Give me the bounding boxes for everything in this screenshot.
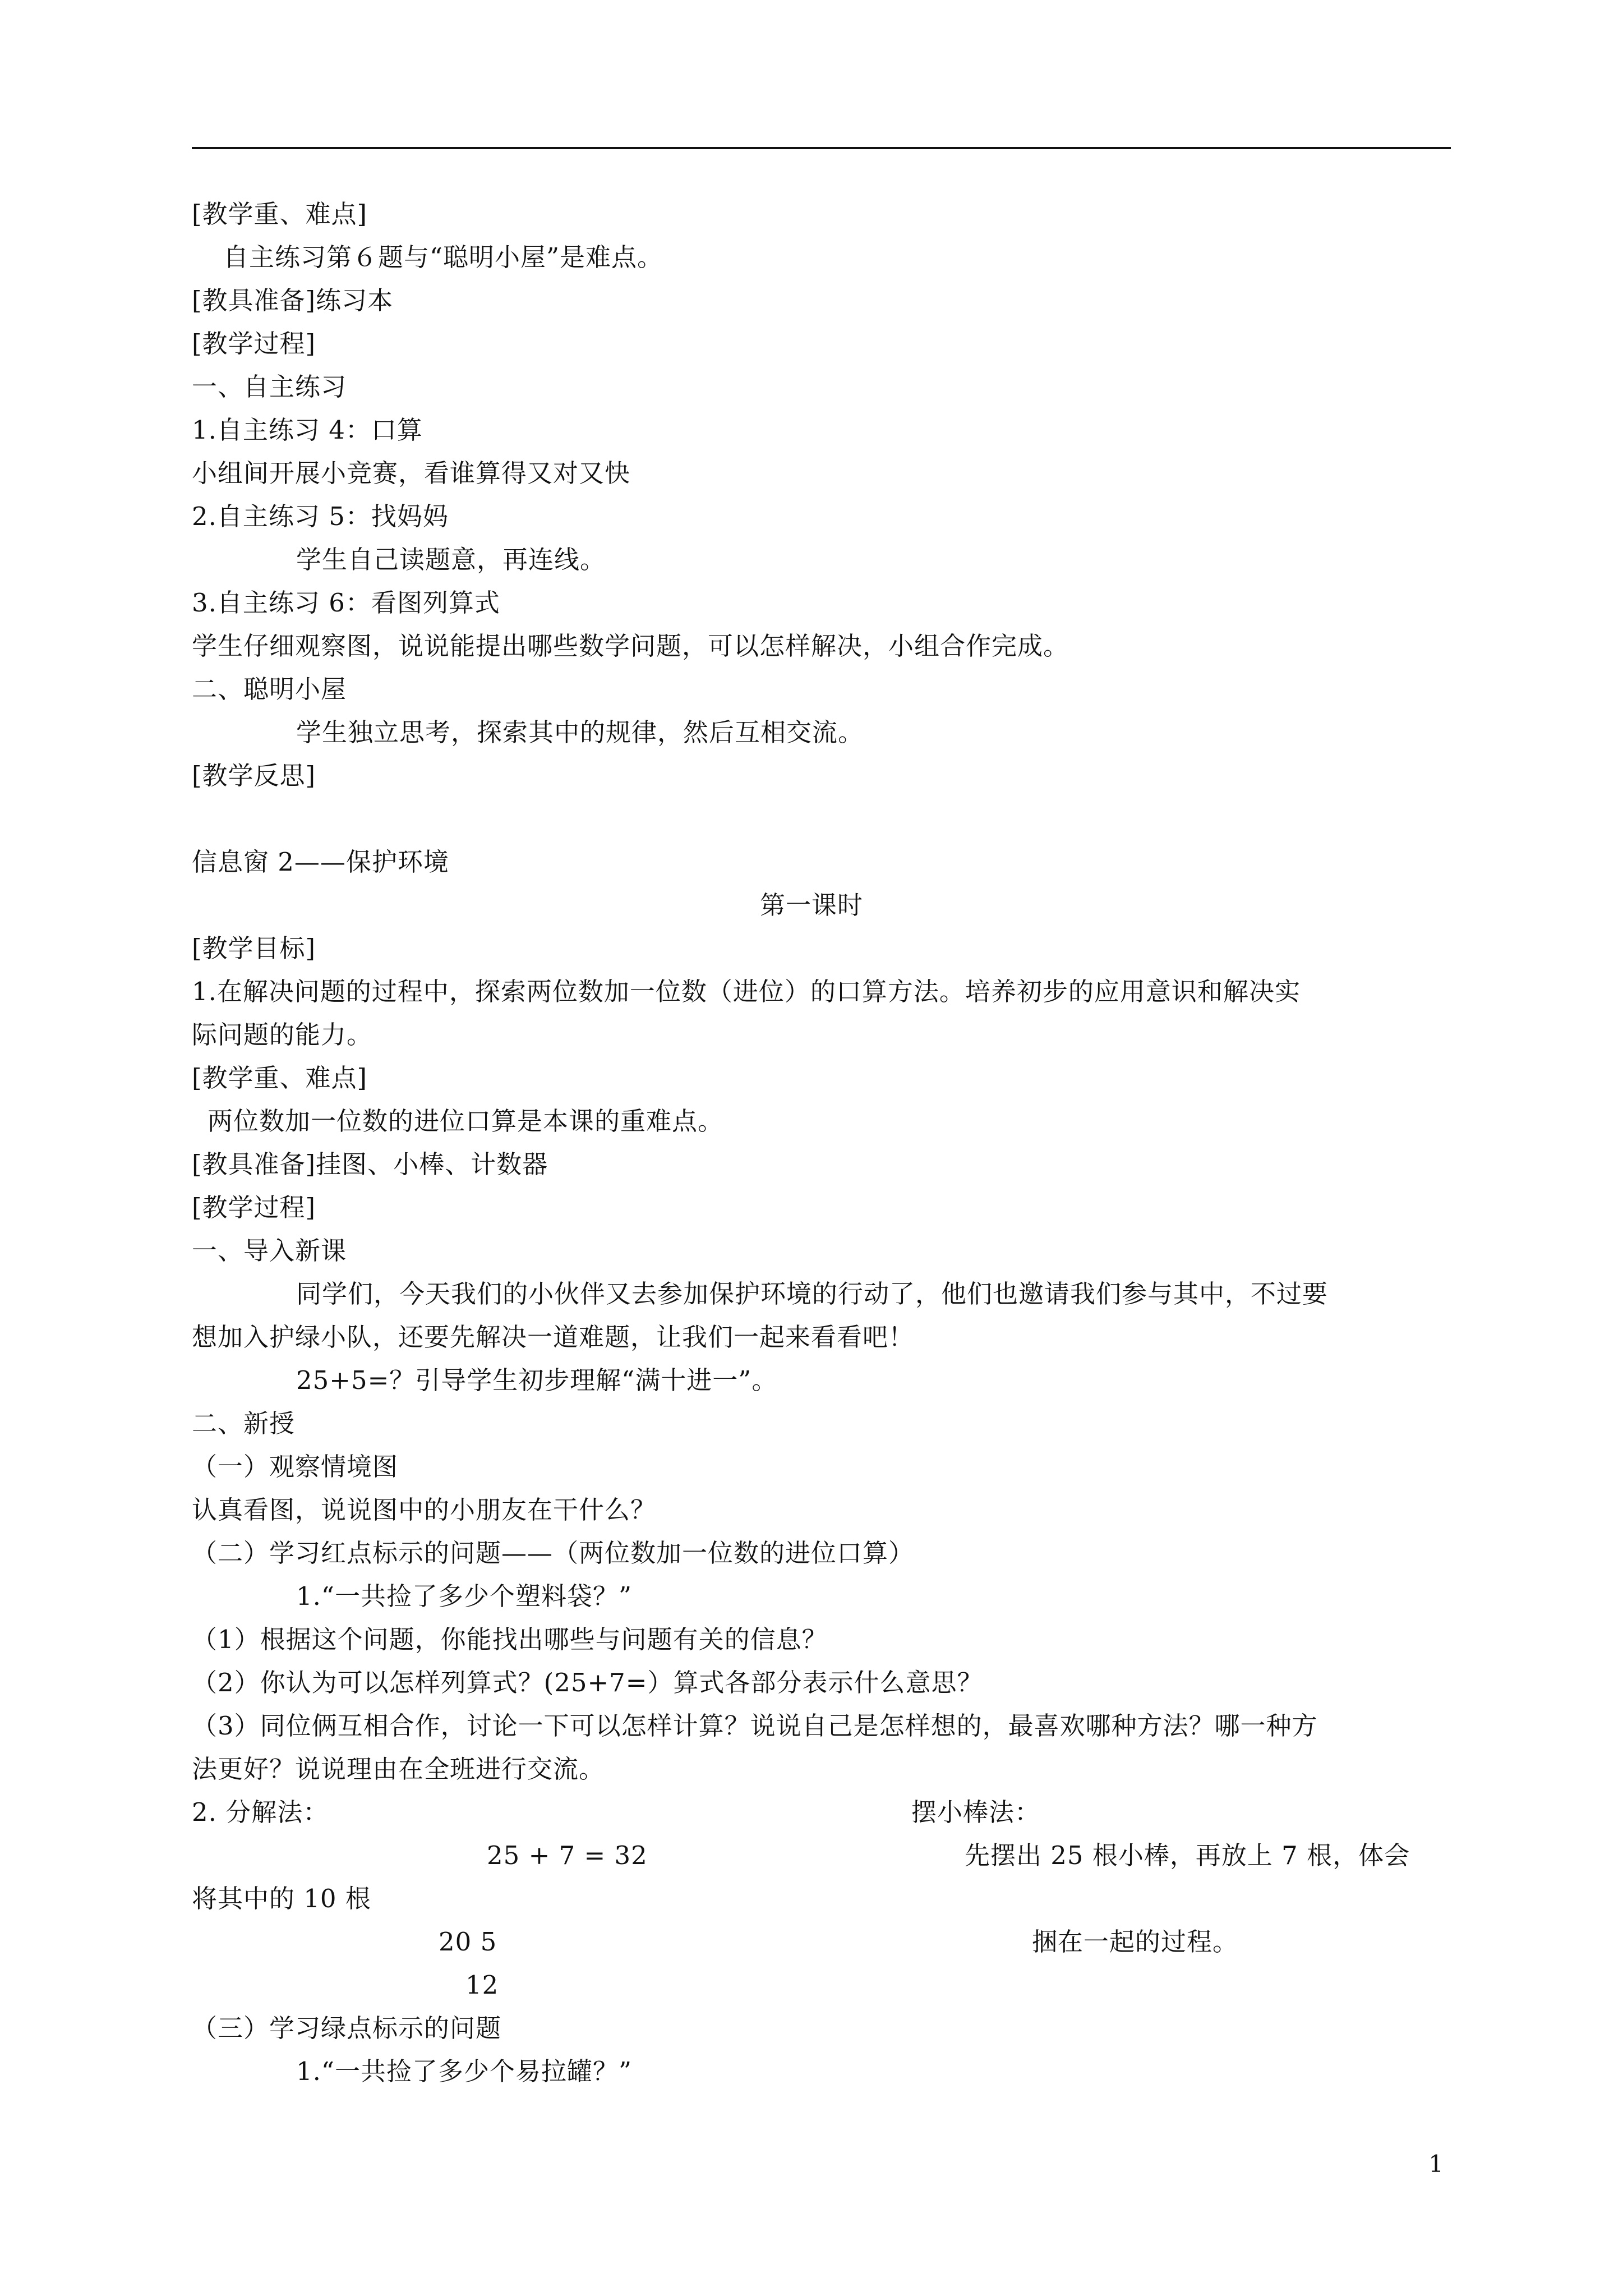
page-number: 1 <box>1428 2150 1444 2178</box>
list-item: 3.自主练习 6：看图列算式 <box>192 588 500 618</box>
heading-key-points: [教学重、难点] <box>192 199 368 229</box>
list-item: （2）你认为可以怎样列算式？(25+7=）算式各部分表示什么意思？ <box>192 1668 983 1697</box>
list-item: 2.自主练习 5：找妈妈 <box>192 501 449 531</box>
question: 1.“一共捡了多少个易拉罐？” <box>296 2056 632 2086</box>
subsection-heading: （二）学习红点标示的问题——（两位数加一位数的进位口算） <box>192 1538 915 1568</box>
paragraph: 学生仔细观察图，说说能提出哪些数学问题，可以怎样解决，小组合作完成。 <box>192 631 1069 661</box>
method-decomposition-label: 2. 分解法： <box>192 1797 329 1827</box>
question: 1.“一共捡了多少个塑料袋？” <box>296 1581 632 1611</box>
equation: 25 + 7 = 32 <box>487 1841 648 1870</box>
decomposition-parts: 20 5 <box>439 1927 497 1957</box>
decomposition-result: 12 <box>465 1970 499 2000</box>
paragraph: 1.在解决问题的过程中，探索两位数加一位数（进位）的口算方法。培养初步的应用意识和解决实 <box>192 977 1301 1006</box>
paragraph: 将其中的 10 根 <box>192 1884 371 1913</box>
heading-process: [教学过程] <box>192 1193 316 1222</box>
heading-process: [教学过程] <box>192 329 316 358</box>
heading-objectives: [教学目标] <box>192 933 316 963</box>
method-sticks-label: 摆小棒法： <box>911 1797 1041 1827</box>
subsection-heading: （一）观察情境图 <box>192 1452 399 1481</box>
paragraph: 小组间开展小竞赛，看谁算得又对又快 <box>192 458 631 488</box>
paragraph: 捆在一起的过程。 <box>1032 1927 1239 1957</box>
subsection-heading: （三）学习绿点标示的问题 <box>192 2013 502 2043</box>
paragraph: 想加入护绿小队，还要先解决一道难题，让我们一起来看看吧！ <box>192 1322 915 1352</box>
paragraph: 学生独立思考，探索其中的规律，然后互相交流。 <box>296 717 864 747</box>
paragraph: 25+5=？引导学生初步理解“满十进一”。 <box>296 1365 778 1395</box>
heading-reflection: [教学反思] <box>192 761 316 790</box>
heading-materials: [教具准备]练习本 <box>192 286 394 315</box>
paragraph: 认真看图，说说图中的小朋友在干什么？ <box>192 1495 657 1525</box>
heading-materials: [教具准备]挂图、小棒、计数器 <box>192 1149 548 1179</box>
section-heading: 二、聪明小屋 <box>192 674 347 704</box>
section-heading: 二、新授 <box>192 1409 296 1438</box>
list-item: （3）同位俩互相合作，讨论一下可以怎样计算？说说自己是怎样想的，最喜欢哪种方法？哪一种方 <box>192 1711 1318 1741</box>
unit-title: 信息窗 2——保护环境 <box>192 847 449 877</box>
heading-key-points: [教学重、难点] <box>192 1063 368 1093</box>
lesson-title: 第一课时 <box>760 890 864 920</box>
paragraph: 同学们，今天我们的小伙伴又去参加保护环境的行动了，他们也邀请我们参与其中，不过要 <box>296 1279 1329 1309</box>
paragraph: 法更好？说说理由在全班进行交流。 <box>192 1754 605 1784</box>
list-item: 1.自主练习 4：口算 <box>192 415 423 445</box>
section-heading: 一、导入新课 <box>192 1236 347 1266</box>
paragraph: 学生自己读题意，再连线。 <box>296 545 606 574</box>
paragraph: 自主练习第６题与“聪明小屋”是难点。 <box>223 242 663 272</box>
paragraph: 先摆出 25 根小棒，再放上 7 根，体会 <box>965 1841 1410 1870</box>
paragraph: 际问题的能力。 <box>192 1020 373 1050</box>
section-heading: 一、自主练习 <box>192 372 347 402</box>
list-item: （1）根据这个问题，你能找出哪些与问题有关的信息？ <box>192 1625 828 1654</box>
paragraph: 两位数加一位数的进位口算是本课的重难点。 <box>208 1106 724 1136</box>
